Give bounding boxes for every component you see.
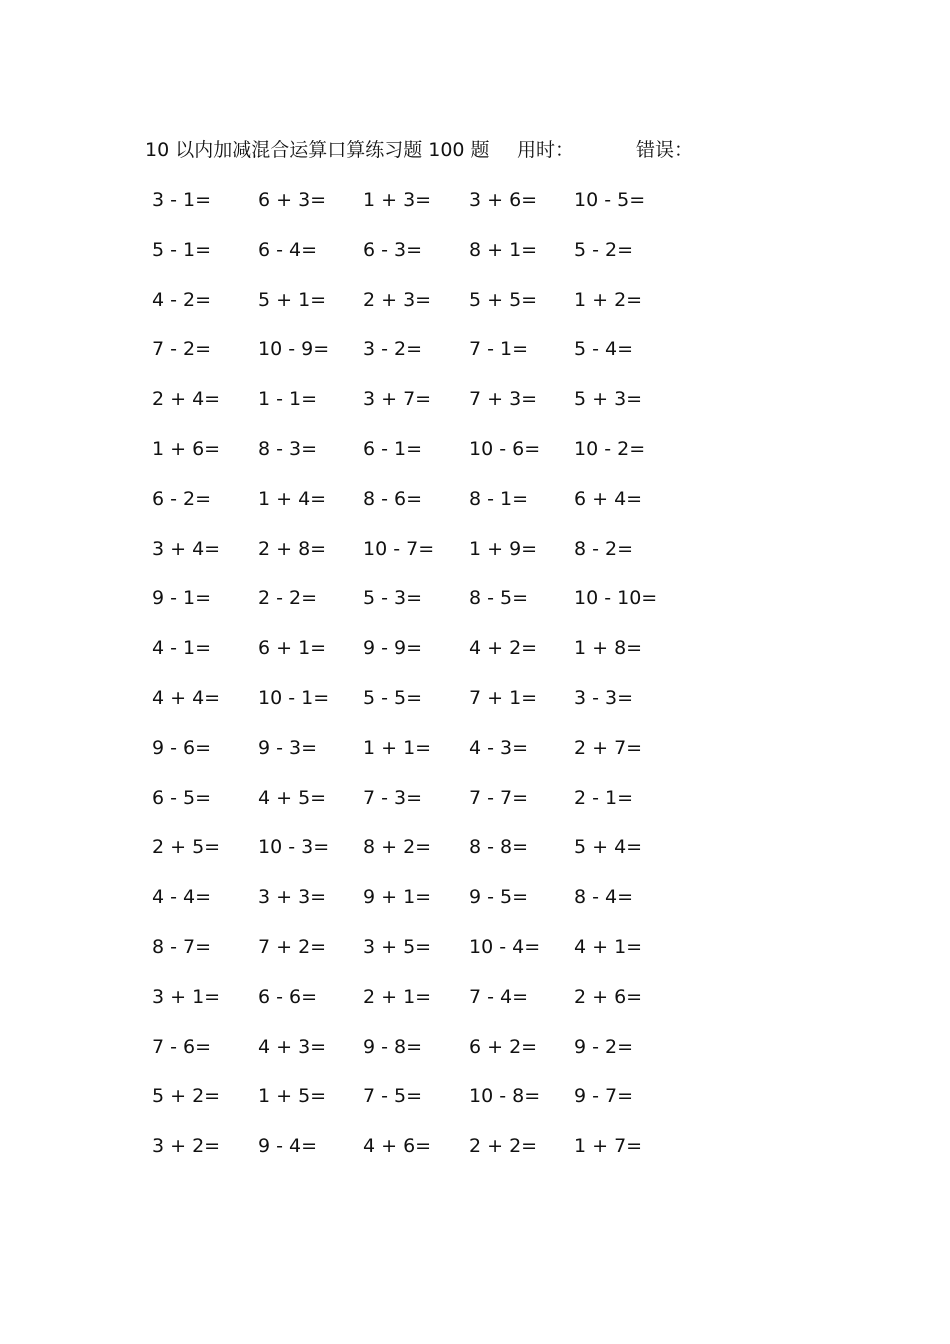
- problem-item: 4 + 6=: [363, 1135, 432, 1158]
- problem-item: 3 + 1=: [152, 985, 221, 1008]
- problem-item: 9 - 7=: [574, 1085, 634, 1108]
- problem-row: [152, 634, 672, 662]
- problem-item: 9 - 4=: [258, 1135, 318, 1158]
- problem-item: 8 + 1=: [469, 238, 538, 261]
- problem-item: 7 - 5=: [363, 1085, 423, 1108]
- problem-item: 1 + 4=: [258, 487, 327, 510]
- problem-item: 7 - 7=: [469, 786, 529, 809]
- problem-item: 9 - 8=: [363, 1035, 423, 1058]
- problem-item: 5 - 5=: [363, 687, 423, 709]
- problem-row: [152, 335, 672, 363]
- problem-row: [152, 236, 672, 264]
- problem-item: 1 + 5=: [258, 1085, 327, 1108]
- problem-item: 7 + 3=: [469, 388, 538, 411]
- problem-item: 7 - 3=: [363, 786, 423, 809]
- problem-item: 8 - 8=: [469, 836, 529, 859]
- problem-item: 2 - 1=: [574, 786, 634, 809]
- problem-row: [152, 883, 672, 911]
- problem-item: 9 - 2=: [574, 1035, 634, 1058]
- problem-row: [152, 933, 672, 961]
- problem-item: 10 - 7=: [363, 537, 435, 560]
- problem-item: 4 - 4=: [152, 886, 212, 909]
- problem-item: 7 - 2=: [152, 338, 212, 361]
- problem-item: 6 + 1=: [258, 637, 327, 660]
- problem-row: [152, 584, 672, 612]
- problem-row: [152, 485, 672, 513]
- problem-item: 8 - 3=: [258, 438, 318, 460]
- problem-row: [152, 385, 672, 413]
- problem-row: [152, 784, 672, 812]
- problem-item: 4 + 2=: [469, 637, 538, 660]
- problem-item: 2 + 8=: [258, 537, 327, 560]
- problem-item: 10 - 6=: [469, 438, 541, 460]
- problem-row: [152, 1132, 672, 1160]
- problem-item: 10 - 4=: [469, 936, 541, 958]
- problem-item: 6 - 2=: [152, 487, 212, 510]
- problem-item: 3 + 7=: [363, 388, 432, 411]
- problem-item: 10 - 3=: [258, 836, 330, 859]
- problem-item: 4 + 5=: [258, 786, 327, 809]
- problem-item: 6 - 3=: [363, 238, 423, 261]
- problem-item: 5 + 2=: [152, 1085, 221, 1108]
- problem-item: 4 + 1=: [574, 936, 643, 958]
- problem-item: 2 + 3=: [363, 288, 432, 311]
- problem-item: 8 - 5=: [469, 587, 529, 610]
- problem-item: 10 - 9=: [258, 338, 330, 361]
- problem-row: [152, 833, 672, 861]
- problem-item: 9 - 5=: [469, 886, 529, 909]
- problem-item: 1 + 7=: [574, 1135, 643, 1158]
- problem-item: 5 - 1=: [152, 238, 212, 261]
- problem-item: 5 + 1=: [258, 288, 327, 311]
- problem-item: 3 + 5=: [363, 936, 432, 958]
- problem-item: 3 - 2=: [363, 338, 423, 361]
- problem-item: 6 + 4=: [574, 487, 643, 510]
- problem-item: 4 - 3=: [469, 736, 529, 759]
- problem-item: 10 - 5=: [574, 189, 646, 211]
- problem-item: 7 + 2=: [258, 936, 327, 958]
- worksheet-title: 10 以内加减混合运算口算练习题 100 题: [145, 139, 490, 161]
- problem-item: 6 - 5=: [152, 786, 212, 809]
- problem-item: 1 + 6=: [152, 438, 221, 460]
- problem-row: [152, 435, 672, 463]
- problem-item: 2 - 2=: [258, 587, 318, 610]
- time-used-label: 用时：: [517, 139, 575, 161]
- problem-item: 10 - 2=: [574, 438, 646, 460]
- problem-item: 7 - 4=: [469, 985, 529, 1008]
- problem-item: 6 - 6=: [258, 985, 318, 1008]
- problem-item: 2 + 7=: [574, 736, 643, 759]
- problem-item: 5 + 5=: [469, 288, 538, 311]
- problem-item: 1 - 1=: [258, 388, 318, 411]
- problem-item: 6 - 4=: [258, 238, 318, 261]
- problem-item: 2 + 5=: [152, 836, 221, 859]
- problem-item: 2 + 4=: [152, 388, 221, 411]
- problem-item: 9 - 1=: [152, 587, 212, 610]
- problem-item: 9 - 3=: [258, 736, 318, 759]
- problem-row: [152, 983, 672, 1011]
- errors-label: 错误：: [636, 139, 694, 161]
- problem-item: 10 - 8=: [469, 1085, 541, 1108]
- problem-item: 1 + 9=: [469, 537, 538, 560]
- problem-row: [152, 186, 672, 214]
- problem-item: 4 + 3=: [258, 1035, 327, 1058]
- problem-item: 4 - 2=: [152, 288, 212, 311]
- problem-item: 5 + 4=: [574, 836, 643, 859]
- problem-item: 9 + 1=: [363, 886, 432, 909]
- problem-item: 7 - 6=: [152, 1035, 212, 1058]
- problem-row: [152, 734, 672, 762]
- problem-item: 7 + 1=: [469, 687, 538, 709]
- problem-item: 8 - 4=: [574, 886, 634, 909]
- problem-row: [152, 1033, 672, 1061]
- problem-item: 2 + 6=: [574, 985, 643, 1008]
- problem-row: [152, 535, 672, 563]
- problem-row: [152, 1082, 672, 1110]
- problem-item: 8 - 1=: [469, 487, 529, 510]
- problem-item: 8 - 6=: [363, 487, 423, 510]
- problem-item: 3 - 1=: [152, 189, 212, 211]
- problem-item: 1 + 1=: [363, 736, 432, 759]
- problem-item: 1 + 8=: [574, 637, 643, 660]
- problem-item: 3 + 4=: [152, 537, 221, 560]
- problem-item: 5 - 4=: [574, 338, 634, 361]
- problem-item: 9 - 6=: [152, 736, 212, 759]
- problem-item: 2 + 2=: [469, 1135, 538, 1158]
- problem-item: 6 + 3=: [258, 189, 327, 211]
- problem-item: 8 - 7=: [152, 936, 212, 958]
- problem-item: 4 - 1=: [152, 637, 212, 660]
- problem-item: 4 + 4=: [152, 687, 221, 709]
- problem-item: 3 + 2=: [152, 1135, 221, 1158]
- problem-item: 3 - 3=: [574, 687, 634, 709]
- problem-item: 1 + 2=: [574, 288, 643, 311]
- problem-row: [152, 286, 672, 314]
- problem-item: 8 + 2=: [363, 836, 432, 859]
- problem-item: 5 - 2=: [574, 238, 634, 261]
- problem-row: [152, 684, 672, 712]
- problem-item: 7 - 1=: [469, 338, 529, 361]
- problem-item: 10 - 10=: [574, 587, 658, 610]
- problem-item: 3 + 6=: [469, 189, 538, 211]
- problem-item: 5 - 3=: [363, 587, 423, 610]
- problem-item: 6 + 2=: [469, 1035, 538, 1058]
- problem-item: 1 + 3=: [363, 189, 432, 211]
- problem-item: 10 - 1=: [258, 687, 330, 709]
- problem-item: 9 - 9=: [363, 637, 423, 660]
- problem-item: 8 - 2=: [574, 537, 634, 560]
- problem-item: 6 - 1=: [363, 438, 423, 460]
- problem-item: 2 + 1=: [363, 985, 432, 1008]
- problem-item: 5 + 3=: [574, 388, 643, 411]
- problem-item: 3 + 3=: [258, 886, 327, 909]
